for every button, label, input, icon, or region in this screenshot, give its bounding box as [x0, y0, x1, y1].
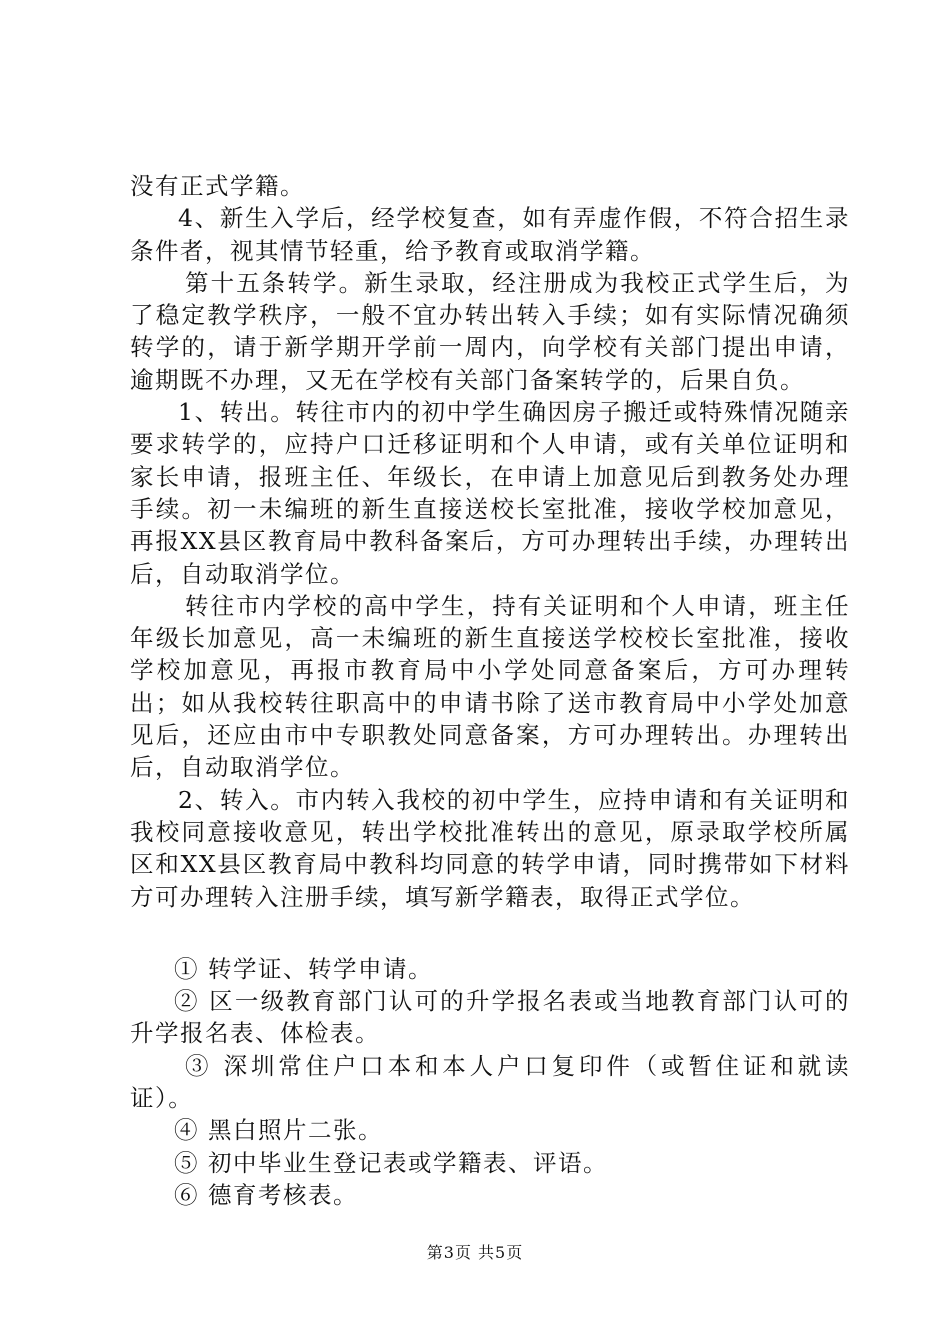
paragraph: 转往市内学校的高中学生，持有关证明和个人申请，班主任年级长加意见，高一未编班的新生直接送学校校长室批准，接收学校加意见，再报市教育局中小学处同意备案后，方可办理转出；如从我校转往职高中的申请书除了送市教育局中小学处加意见后，还应由市中专职教处同意备案，方可办理转出。办理转出后，自动取消学位。 — [130, 591, 850, 782]
list-item: ① 转学证、转学申请。 — [174, 954, 433, 983]
paragraph: 第十五条转学。新生录取，经注册成为我校正式学生后，为了稳定教学秩序，一般不宜办转出转入手续；如有实际情况确须转学的，请于新学期开学前一周内，向学校有关部门提出申请，逾期既不办理，又无在学校有关部门备案转学的，后果自负。 — [130, 268, 850, 394]
list-item: ⑤ 初中毕业生登记表或学籍表、评语。 — [174, 1148, 608, 1177]
paragraph: 4、新生入学后，经学校复查，如有弄虚作假，不符合招生录条件者，视其情节轻重，给予教育或取消学籍。 — [130, 204, 850, 265]
document-body — [130, 170, 850, 1211]
list-item: ③ 深圳常住户口本和本人户口复印件（或暂住证和就读证）。 — [130, 1051, 850, 1113]
page-number-footer: 第3页 共5页 — [426, 1243, 524, 1262]
paragraph: 1、转出。转往市内的初中学生确因房子搬迁或特殊情况随亲要求转学的，应持户口迁移证明和个人申请，或有关单位证明和家长申请，报班主任、年级长，在申请上加意见后到教务处办理手续。初一未编班的新生直接送校长室批准，接收学校加意见，再报XX县区教育局中教科备案后，方可办理转出手续，办理转出后，自动取消学位。 — [130, 398, 850, 588]
paragraph: 没有正式学籍。 — [130, 172, 305, 200]
list-item: ② 区一级教育部门认可的升学报名表或当地教育部门认可的升学报名表、体检表。 — [130, 987, 850, 1048]
list-item: ⑥ 德育考核表。 — [174, 1180, 358, 1209]
paragraph-spacer — [130, 913, 850, 953]
paragraph: 2、转入。市内转入我校的初中学生，应持申请和有关证明和我校同意接收意见，转出学校批准转出的意见，原录取学校所属区和XX县区教育局中教科均同意的转学申请，同时携带如下材料方可办理转入注册手续，填写新学籍表，取得正式学位。 — [130, 785, 850, 911]
list-item: ④ 黑白照片二张。 — [174, 1116, 383, 1145]
